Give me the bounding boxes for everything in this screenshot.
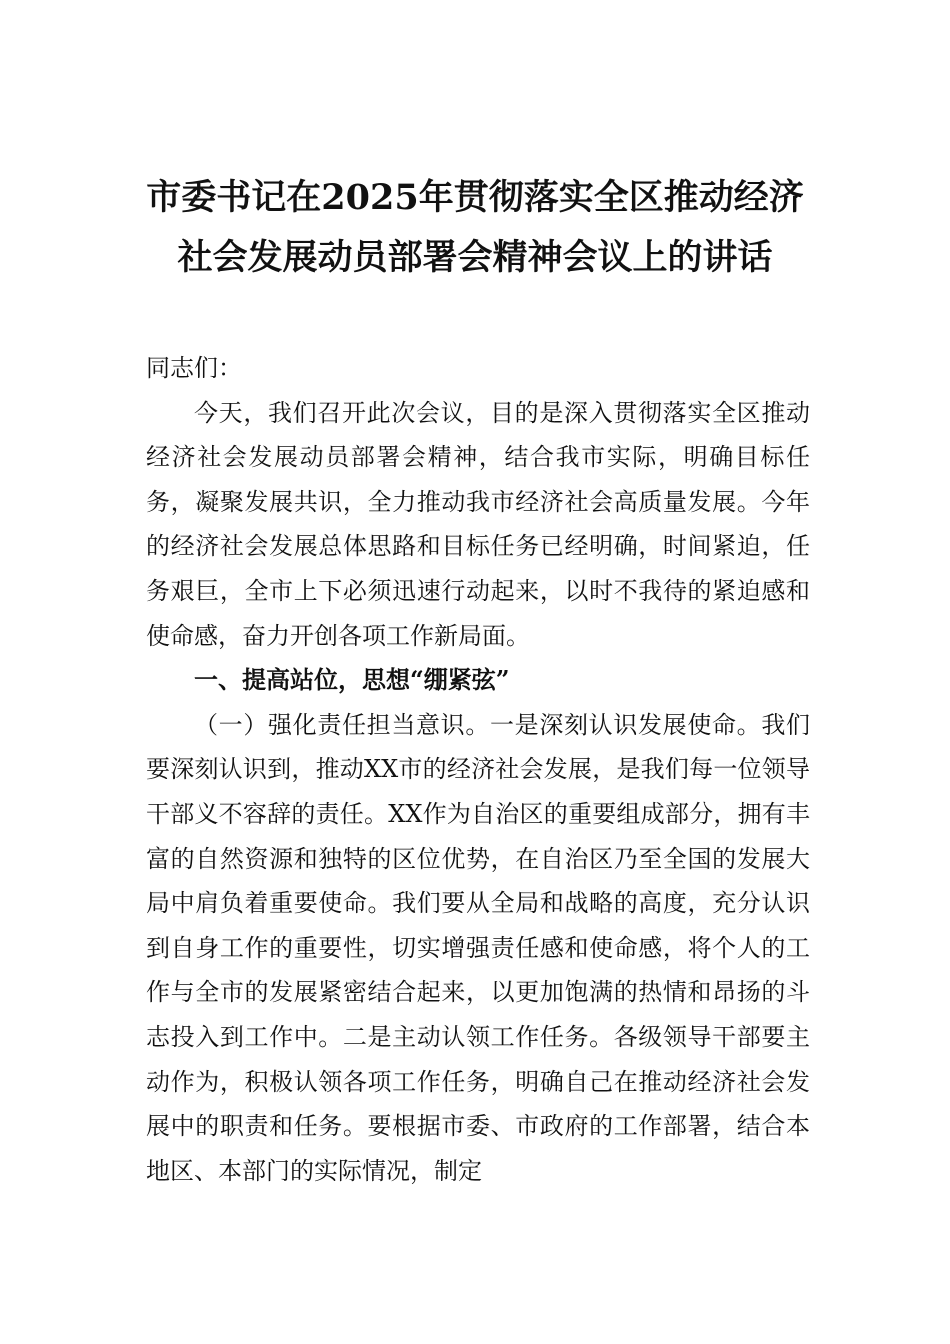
title-line-2: 社会发展动员部署会精神会议上的讲话 — [177, 237, 773, 278]
document-title — [120, 168, 830, 288]
intro-paragraph: 今天，我们召开此次会议，目的是深入贯彻落实全区推动经济社会发展动员部署会精神，结合我市实际，明确目标任务，凝聚发展共识，全力推动我市经济社会高质量发展。今年的经济社会发展总体思路和目标任务已经明确，时间紧迫，任务艰巨，全市上下必须迅速行动起来，以时不我待的紧迫感和使命感，奋力开创各项工作新局面。 — [146, 398, 810, 650]
title-line-1: 市委书记在2025年贯彻落实全区推动经济 — [146, 177, 804, 218]
salutation: 同志们： — [146, 354, 242, 382]
document-body — [146, 346, 810, 1193]
section-heading-1: 一、提高站位，思想“绷紧弦” — [194, 665, 510, 695]
section-1-paragraph-1: （一）强化责任担当意识。一是深刻认识发展使命。我们要深刻认识到，推动XX市的经济社会发展，是我们每一位领导干部义不容辞的责任。XX作为自治区的重要组成部分，拥有丰富的自然资源和独特的区位优势，在自治区乃至全国的发展大局中肩负着重要使命。我们要从全局和战略的高度，充分认识到自身工作的重要性，切实增强责任感和使命感，将个人的工作与全市的发展紧密结合起来，以更加饱满的热情和昂扬的斗志投入到工作中。二是主动认领工作任务。各级领导干部要主动作为，积极认领各项工作任务，明确自己在推动经济社会发展中的职责和任务。要根据市委、市政府的工作部署，结合本地区、本部门的实际情况，制定 — [146, 710, 810, 1185]
